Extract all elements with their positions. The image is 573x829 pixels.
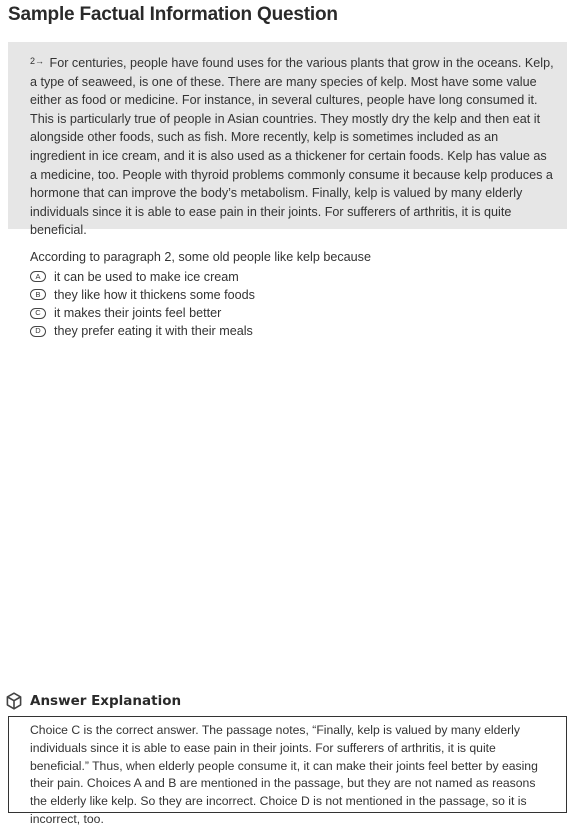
page-title: Sample Factual Information Question [8, 4, 338, 25]
explanation-text: Choice C is the correct answer. The passage notes, “Finally, kelp is valued by many elderly individuals since it is able to ease pain in their joints. For sufferers of arthritis, it is quite beneficial.” Thus, when elderly people consume it, it can make their joints feel better by easing their pain. Choices A and B are mentioned in the passage, but they are not named as reasons the elderly like kelp. So they are incorrect. Choice D is not mentioned in the passage, so it is incorrect, too. [30, 723, 538, 826]
choice-a[interactable] [30, 268, 560, 286]
choice-b-text: they like how it thickens some foods [54, 287, 255, 302]
explanation-title: Answer Explanation [30, 693, 182, 709]
choice-a-text: it can be used to make ice cream [54, 269, 239, 284]
explanation-header [6, 692, 181, 710]
paragraph-marker: 2→ [30, 56, 45, 66]
passage-box [8, 42, 567, 238]
passage-text: For centuries, people have found uses for the various plants that grow in the oceans. Kelp, a type of seaweed, is one of these. There are many species of kelp. Most have some value either as food or medicine. For instance, in several cultures, people have long consumed it. This is particularly true of people in Asian countries. They mostly dry the kelp and then eat it alongside other foods, such as fish. More recently, kelp is sometimes included as an ingredient in ice cream, and it is also used as a thickener for certain foods. Kelp has value as a medicine, too. People with thyroid problems commonly consume it because kelp produces a hormone that can improve the body’s metabolism. Finally, kelp is valued by many elderly individuals since it is able to ease pain in their joints. For sufferers of arthritis, it is quite beneficial. [30, 56, 554, 238]
question [30, 248, 560, 340]
choice-c-text: it makes their joints feel better [54, 305, 222, 320]
cube-icon [6, 692, 22, 710]
choice-d-letter: D [30, 326, 46, 337]
choice-b[interactable] [30, 286, 560, 304]
choice-a-letter: A [30, 271, 46, 282]
passage-paragraph [30, 52, 555, 240]
choice-b-letter: B [30, 289, 46, 300]
choice-d[interactable] [30, 322, 560, 340]
question-stem: According to paragraph 2, some old people like kelp because [30, 250, 371, 264]
answer-choices [30, 268, 560, 341]
choice-c-letter: C [30, 308, 46, 319]
choice-d-text: they prefer eating it with their meals [54, 324, 253, 339]
choice-c[interactable] [30, 304, 560, 322]
explanation-box [8, 716, 567, 826]
